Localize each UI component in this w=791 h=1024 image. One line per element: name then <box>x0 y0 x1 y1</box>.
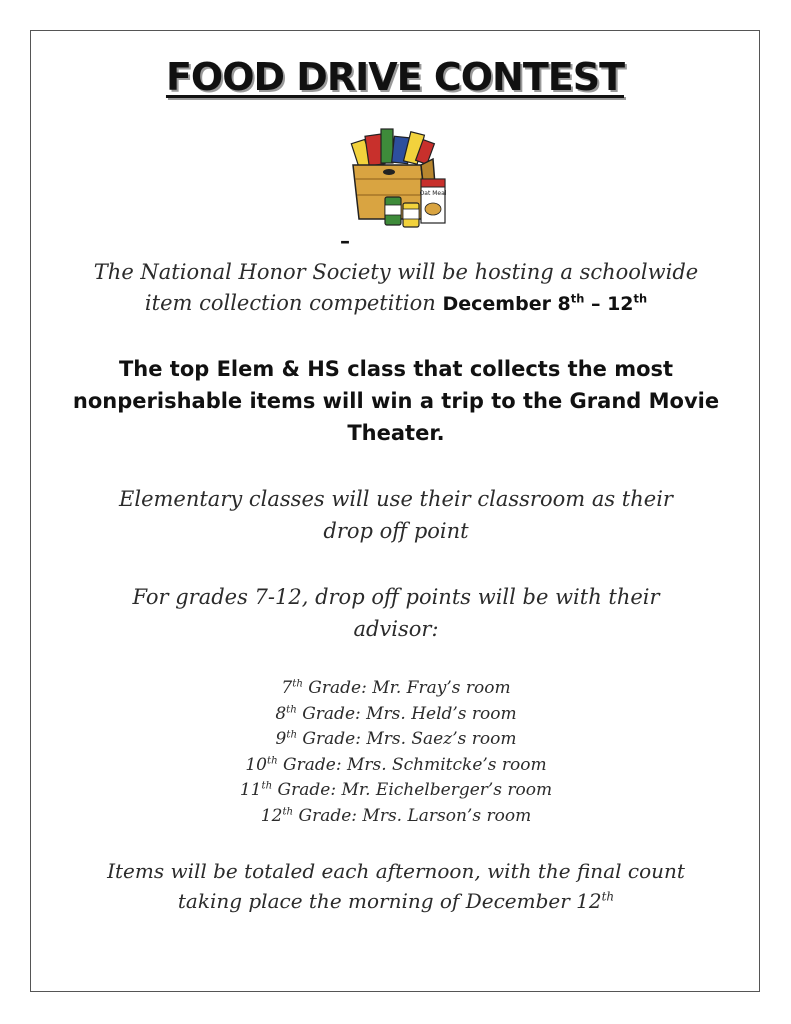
advisor-list <box>61 676 731 829</box>
prize-line-3: Theater. <box>347 421 445 445</box>
final-line-2: taking place the morning of December 12th <box>177 889 615 913</box>
grades-line-2: advisor: <box>353 617 439 641</box>
elementary-paragraph <box>61 483 731 547</box>
intro-paragraph <box>61 257 731 320</box>
prize-line-1: The top Elem & HS class that collects the most <box>118 357 674 381</box>
prize-paragraph <box>61 353 731 449</box>
grades-line-1: For grades 7-12, drop off points will be with their <box>132 585 660 609</box>
food-box-icon <box>347 127 453 235</box>
advisor-item: 9th Grade: Mrs. Saez’s room <box>275 729 517 749</box>
contest-dates: December 8th – 12th <box>442 291 648 315</box>
intro-line-2-text: item collection competition <box>144 291 436 315</box>
flyer-page <box>30 30 760 992</box>
advisor-item: 7th Grade: Mr. Fray’s room <box>281 678 511 698</box>
final-paragraph <box>61 856 731 916</box>
elementary-line-2: drop off point <box>323 519 469 543</box>
advisor-item: 8th Grade: Mrs. Held’s room <box>275 703 517 724</box>
advisor-item: 12th Grade: Mrs. Larson’s room <box>260 805 532 826</box>
prize-line-2: nonperishable items will win a trip to the Grand Movie <box>72 389 720 413</box>
flyer-title: FOOD DRIVE CONTEST <box>165 55 625 99</box>
final-line-1: Items will be totaled each afternoon, with the final count <box>107 859 685 883</box>
advisor-item: 10th Grade: Mrs. Schmitcke’s room <box>245 754 547 775</box>
intro-line-1: The National Honor Society will be hosting a schoolwide <box>93 260 699 284</box>
elementary-line-1: Elementary classes will use their classroom as their <box>119 487 673 511</box>
stray-dash: – <box>340 229 350 253</box>
oat-meal-label: Oat Meal <box>419 190 447 197</box>
intro-line-2 <box>61 288 731 320</box>
grades-paragraph <box>61 581 731 645</box>
advisor-item: 11th Grade: Mr. Eichelberger’s room <box>239 780 553 800</box>
